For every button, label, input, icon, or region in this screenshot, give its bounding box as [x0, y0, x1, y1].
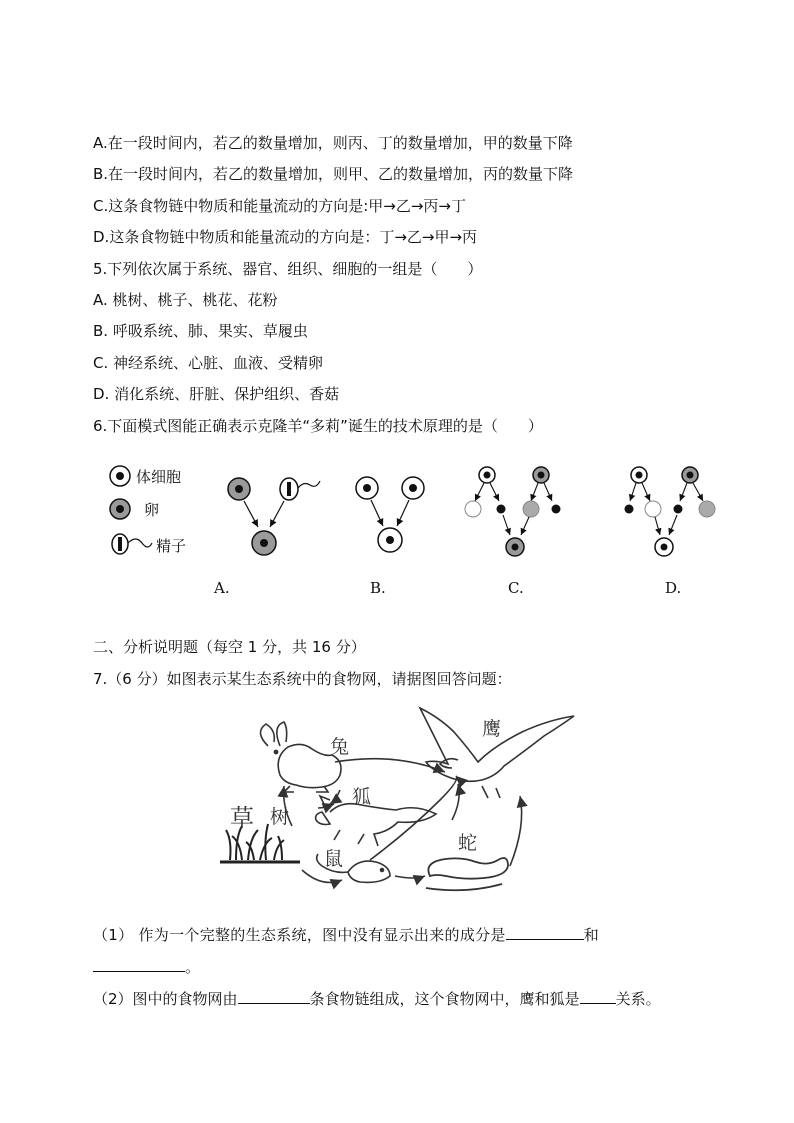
cloning-diagram	[100, 455, 740, 605]
q7-sub1-and: 和	[583, 926, 600, 944]
cloning-diagram-svg	[100, 455, 740, 605]
legend-egg-icon	[110, 499, 130, 519]
option-c-diagram	[465, 467, 561, 556]
option-b-diagram	[356, 477, 424, 552]
option-b-label: B.	[370, 579, 386, 597]
q6-stem: 6.下面模式图能正确表示克隆羊“多莉”诞生的技术原理的是（ ）	[93, 417, 543, 435]
option-d-label: D.	[665, 579, 682, 597]
mouse-label: 鼠	[324, 848, 344, 870]
section2-title: 二、分析说明题（每空 1 分，共 16 分）	[93, 638, 366, 656]
option-c-label: C.	[508, 579, 524, 597]
q7-sub1-blank-1[interactable]	[506, 923, 584, 940]
option-a-label: A.	[214, 579, 230, 597]
q5-option-d: D. 消化系统、肝脏、保护组织、香菇	[93, 385, 340, 403]
q5-stem: 5.下列依次属于系统、器官、组织、细胞的一组是（ ）	[93, 260, 483, 278]
q7-sub2-text-b: 条食物链组成，这个食物网中，鹰和狐是	[309, 990, 580, 1008]
snake-label: 蛇	[458, 832, 478, 854]
q7-sub1-end: 。	[185, 958, 201, 976]
q7-sub1-blank-2[interactable]	[93, 955, 185, 972]
food-web-svg	[220, 700, 590, 895]
q7-sub2-text-a: （2）图中的食物网由	[93, 990, 238, 1008]
legend-egg-label: 卵	[144, 501, 160, 519]
rabbit-icon	[260, 722, 341, 792]
q4-option-a: A.在一段时间内，若乙的数量增加，则丙、丁的数量增加，甲的数量下降	[93, 134, 573, 152]
q7-sub1	[93, 923, 599, 945]
option-a-diagram	[228, 478, 320, 555]
snake-icon	[426, 858, 508, 890]
q5-option-b: B. 呼吸系统、肺、果实、草履虫	[93, 322, 308, 340]
legend-sperm-label: 精子	[156, 537, 187, 555]
legend-sperm-icon	[112, 534, 152, 554]
q7-sub2-blank-1[interactable]	[238, 987, 310, 1004]
q7-sub2	[93, 987, 661, 1009]
q7-sub2-blank-2[interactable]	[580, 987, 616, 1004]
q4-option-c: C.这条食物链中物质和能量流动的方向是:甲→乙→丙→丁	[93, 197, 467, 215]
q7-sub2-text-c: 关系。	[615, 990, 661, 1008]
legend-somatic-cell-label: 体细胞	[136, 468, 182, 486]
q4-option-b: B.在一段时间内，若乙的数量增加，则甲、乙的数量增加，丙的数量下降	[93, 165, 574, 183]
food-web-figure	[220, 700, 590, 895]
rabbit-label: 兔	[330, 736, 350, 758]
q7-sub1-text: （1） 作为一个完整的生态系统，图中没有显示出来的成分是	[93, 926, 506, 944]
q7-stem: 7.（6 分）如图表示某生态系统中的食物网，请据图回答问题：	[93, 670, 512, 688]
tree-label: 树	[270, 806, 290, 828]
q7-sub1-cont	[93, 955, 200, 977]
grass-label: 草	[230, 804, 254, 832]
eagle-label: 鹰	[482, 718, 502, 740]
fox-label: 狐	[352, 786, 372, 808]
option-d-diagram	[625, 467, 716, 556]
legend-somatic-cell-icon	[110, 466, 130, 486]
q5-option-c: C. 神经系统、心脏、血液、受精卵	[93, 354, 324, 372]
q5-option-a: A. 桃树、桃子、桃花、花粉	[93, 291, 278, 309]
q4-option-d: D.这条食物链中物质和能量流动的方向是：丁→乙→甲→丙	[93, 228, 478, 246]
